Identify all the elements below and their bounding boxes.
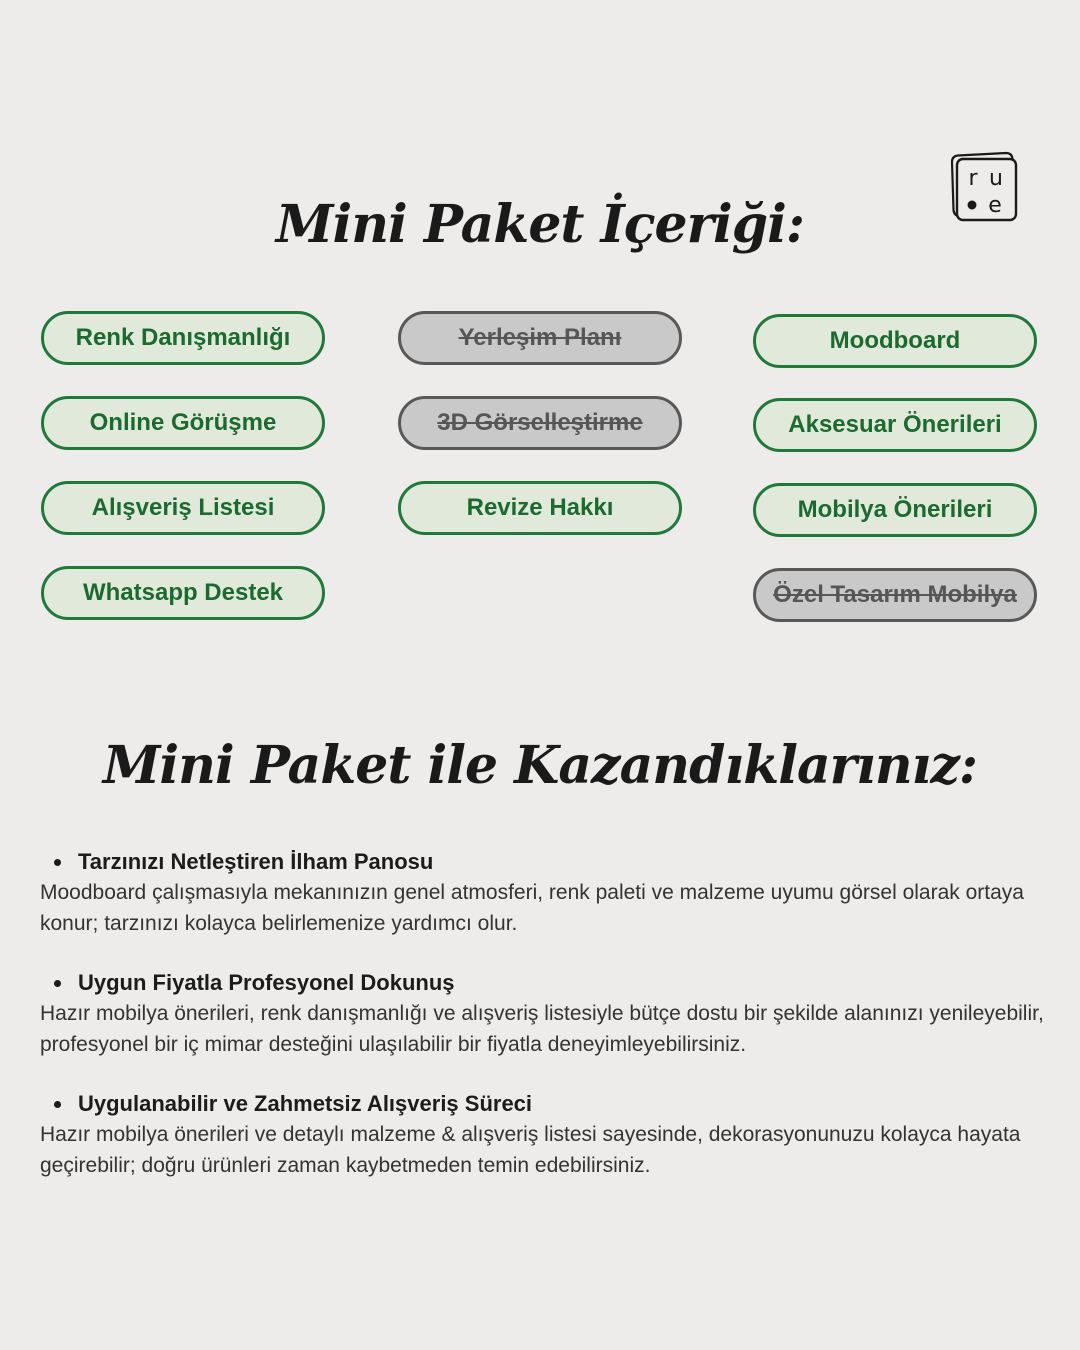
item-accessory-suggestions[interactable]: Aksesuar Önerileri [753,398,1037,452]
benefit-item [40,846,1045,939]
item-shopping-list[interactable]: Alışveriş Listesi [41,481,325,535]
logo-letter-r: r [968,166,978,191]
benefit-title: Uygulanabilir ve Zahmetsiz Alışveriş Süreci [40,1088,1045,1119]
package-benefits-title: Mini Paket ile Kazandıklarınız: [102,735,978,796]
benefits-list [40,846,1045,1209]
benefit-title: Tarzınızı Netleştiren İlham Panosu [40,846,1045,877]
logo-letter-u: u [989,166,1003,191]
item-whatsapp-support[interactable]: Whatsapp Destek [41,566,325,620]
package-contents-title: Mini Paket İçeriği: [275,194,805,255]
benefit-description: Hazır mobilya önerileri, renk danışmanlığı ve alışveriş listesiyle bütçe dostu bir şekilde alanınızı yenileyebilir, profesyonel bir iç mimar desteğini ulaşılabilir bir fiyatla deneyimleyebilirsiniz. [40,1002,1044,1056]
item-revision-right[interactable]: Revize Hakkı [398,481,682,535]
logo-letter-e: e [988,193,1002,218]
item-furniture-suggestions[interactable]: Mobilya Önerileri [753,483,1037,537]
benefit-description: Hazır mobilya önerileri ve detaylı malzeme & alışveriş listesi sayesinde, dekorasyonunuzu kolayca hayata geçirebilir; doğru ürünleri zaman kaybetmeden temin edebilirsiniz. [40,1123,1021,1177]
benefit-description: Moodboard çalışmasıyla mekanınızın genel atmosferi, renk paleti ve malzeme uyumu görsel olarak ortaya konur; tarzınızı kolayca belirlemenize yardımcı olur. [40,881,1024,935]
item-color-consulting[interactable]: Renk Danışmanlığı [41,311,325,365]
item-online-meeting[interactable]: Online Görüşme [41,396,325,450]
benefit-title: Uygun Fiyatla Profesyonel Dokunuş [40,967,1045,998]
item-custom-furniture[interactable]: Özel Tasarım Mobilya [753,568,1037,622]
item-layout-plan[interactable]: Yerleşim Planı [398,311,682,365]
item-3d-visualization[interactable]: 3D Görselleştirme [398,396,682,450]
item-moodboard[interactable]: Moodboard [753,314,1037,368]
benefit-item [40,1088,1045,1181]
benefit-item [40,967,1045,1060]
